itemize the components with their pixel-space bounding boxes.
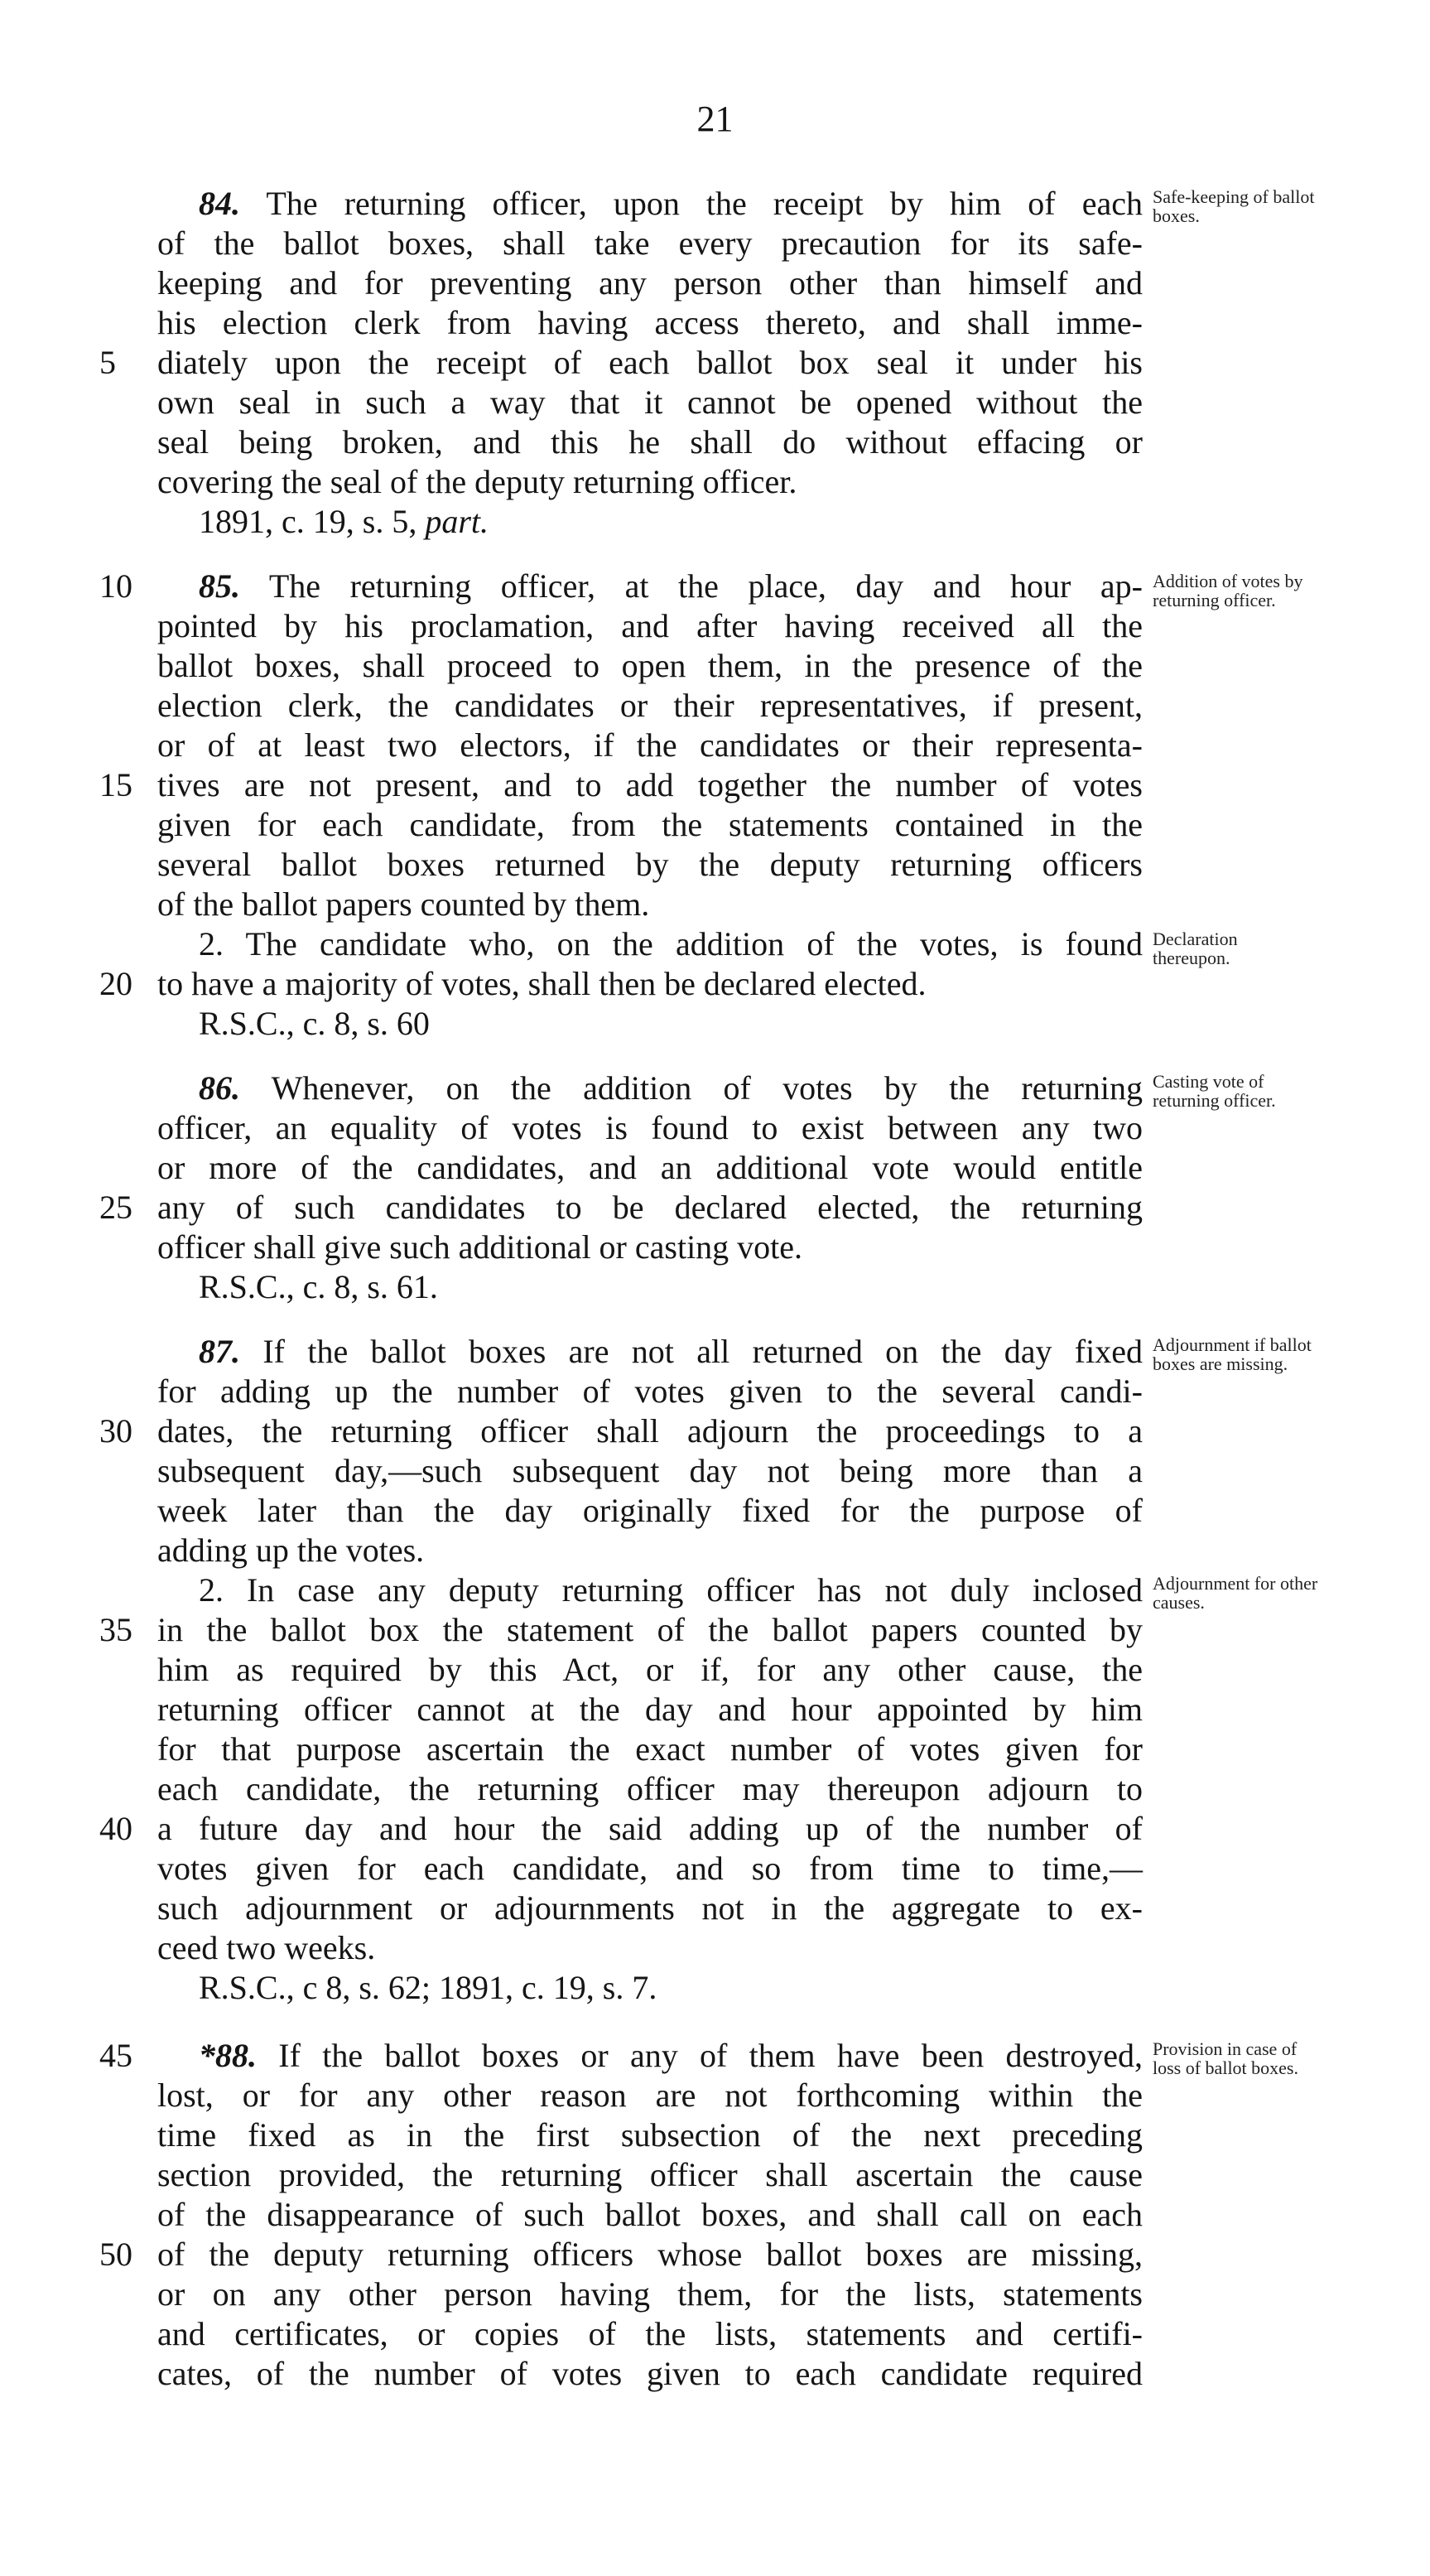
text-line: of the ballot boxes, shall take every precaution for its safe- xyxy=(157,224,1143,262)
text-line: for that purpose ascertain the exact number of votes given for xyxy=(157,1730,1143,1768)
line-number: 50 xyxy=(99,2236,132,2273)
line-number: 30 xyxy=(99,1412,132,1450)
text-line: or more of the candidates, and an additional vote would entitle xyxy=(157,1149,1143,1186)
line-number: 15 xyxy=(99,766,132,803)
margin-note-85: Addition of votes by returning officer. xyxy=(1153,571,1303,610)
text-line: week later than the day originally fixed for the purpose of xyxy=(157,1492,1143,1529)
section-number-84: 84. xyxy=(199,185,240,222)
text-line: given for each candidate, from the statements contained in the xyxy=(157,806,1143,843)
text-line: own seal in such a way that it cannot be opened without the xyxy=(157,384,1143,421)
text-line: a future day and hour the said adding up of the number of xyxy=(157,1810,1143,1847)
text-line: lost, or for any other reason are not forthcoming within the xyxy=(157,2077,1143,2114)
text-line: of the ballot papers counted by them. xyxy=(157,885,650,923)
line-number: 20 xyxy=(99,965,132,1002)
text-line: 84. The returning officer, upon the receipt by him of each xyxy=(199,185,1143,222)
text-line: of the disappearance of such ballot boxes, and shall call on each xyxy=(157,2196,1143,2233)
text-line: cates, of the number of votes given to each candidate required xyxy=(157,2355,1143,2392)
margin-note-88: Provision in case of loss of ballot boxes. xyxy=(1153,2038,1298,2078)
text-line: *88. If the ballot boxes or any of them have been destroyed, xyxy=(199,2037,1144,2074)
text-line: keeping and for preventing any person other than himself and xyxy=(157,264,1143,301)
margin-note-87: Adjournment if ballot boxes are missing. xyxy=(1153,1334,1312,1374)
text-line: officer shall give such additional or casting vote. xyxy=(157,1228,803,1266)
text-line: or of at least two electors, if the candidates or their representa- xyxy=(157,726,1143,764)
section-number-86: 86. xyxy=(199,1069,240,1107)
text-line: votes given for each candidate, and so from time to time,— xyxy=(157,1850,1143,1887)
text-line: several ballot boxes returned by the deputy returning officers xyxy=(157,846,1143,883)
text-line: in the ballot box the statement of the ballot papers counted by xyxy=(157,1611,1143,1648)
citation-85: R.S.C., c. 8, s. 60 xyxy=(199,1005,430,1042)
text-line: section provided, the returning officer shall ascertain the cause xyxy=(157,2156,1143,2193)
text-line: covering the seal of the deputy returning officer. xyxy=(157,463,797,500)
text-line: or on any other person having them, for the lists, statements xyxy=(157,2275,1143,2313)
text-line: of the deputy returning officers whose ballot boxes are missing, xyxy=(157,2236,1143,2273)
margin-note-86: Casting vote of returning officer. xyxy=(1153,1071,1276,1111)
text-line: tives are not present, and to add together the number of votes xyxy=(157,766,1143,803)
line-number: 40 xyxy=(99,1810,132,1847)
text-line: time fixed as in the first subsection of the next preceding xyxy=(157,2116,1143,2154)
text-line: adding up the votes. xyxy=(157,1532,425,1569)
text-line: him as required by this Act, or if, for any other cause, the xyxy=(157,1651,1143,1688)
line-number: 5 xyxy=(99,344,116,381)
text-line: and certificates, or copies of the lists, statements and certifi- xyxy=(157,2315,1143,2352)
section-number-85: 85. xyxy=(199,567,240,605)
text-line: any of such candidates to be declared elected, the returning xyxy=(157,1189,1143,1226)
text-line: such adjournment or adjournments not in the aggregate to ex- xyxy=(157,1889,1143,1927)
page-number: 21 xyxy=(696,99,734,139)
margin-note-87-2: Adjournment for other causes. xyxy=(1153,1573,1318,1613)
text-line: diately upon the receipt of each ballot box seal it under his xyxy=(157,344,1143,381)
text-line: 87. If the ballot boxes are not all returned on the day fixed xyxy=(199,1333,1143,1370)
text-line: his election clerk from having access thereto, and shall imme- xyxy=(157,304,1143,341)
line-number: 25 xyxy=(99,1189,132,1226)
margin-note-84: Safe-keeping of ballot boxes. xyxy=(1153,186,1315,226)
citation-86: R.S.C., c. 8, s. 61. xyxy=(199,1268,438,1305)
text-line: pointed by his proclamation, and after having received all the xyxy=(157,607,1143,644)
text-line: 2. In case any deputy returning officer has not duly inclosed xyxy=(199,1571,1143,1609)
text-line: ceed two weeks. xyxy=(157,1929,376,1966)
text-line: to have a majority of votes, shall then be declared elected. xyxy=(157,965,927,1002)
text-line: 2. The candidate who, on the addition of the votes, is found xyxy=(199,925,1143,962)
text-line: subsequent day,—such subsequent day not being more than a xyxy=(157,1452,1143,1489)
citation-87: R.S.C., c 8, s. 62; 1891, c. 19, s. 7. xyxy=(199,1969,657,2006)
text-line: seal being broken, and this he shall do without effacing or xyxy=(157,423,1143,461)
line-number: 10 xyxy=(99,567,132,605)
text-line: election clerk, the candidates or their representatives, if present, xyxy=(157,687,1143,724)
margin-note-85-2: Declaration thereupon. xyxy=(1153,929,1238,968)
text-line: 85. The returning officer, at the place, day and hour ap- xyxy=(199,567,1143,605)
text-line: for adding up the number of votes given to the several candi- xyxy=(157,1372,1143,1410)
section-number-88: *88. xyxy=(199,2037,257,2074)
text-line: officer, an equality of votes is found to exist between any two xyxy=(157,1109,1143,1146)
text-line: returning officer cannot at the day and hour appointed by him xyxy=(157,1691,1143,1728)
section-number-87: 87. xyxy=(199,1333,240,1370)
text-line: ballot boxes, shall proceed to open them, in the presence of the xyxy=(157,647,1143,684)
text-line: dates, the returning officer shall adjourn the proceedings to a xyxy=(157,1412,1143,1450)
text-line: each candidate, the returning officer may thereupon adjourn to xyxy=(157,1770,1143,1807)
citation-84: 1891, c. 19, s. 5, part. xyxy=(199,503,489,540)
line-number: 45 xyxy=(99,2037,132,2074)
text-line: 86. Whenever, on the addition of votes by the returning xyxy=(199,1069,1144,1107)
line-number: 35 xyxy=(99,1611,132,1648)
